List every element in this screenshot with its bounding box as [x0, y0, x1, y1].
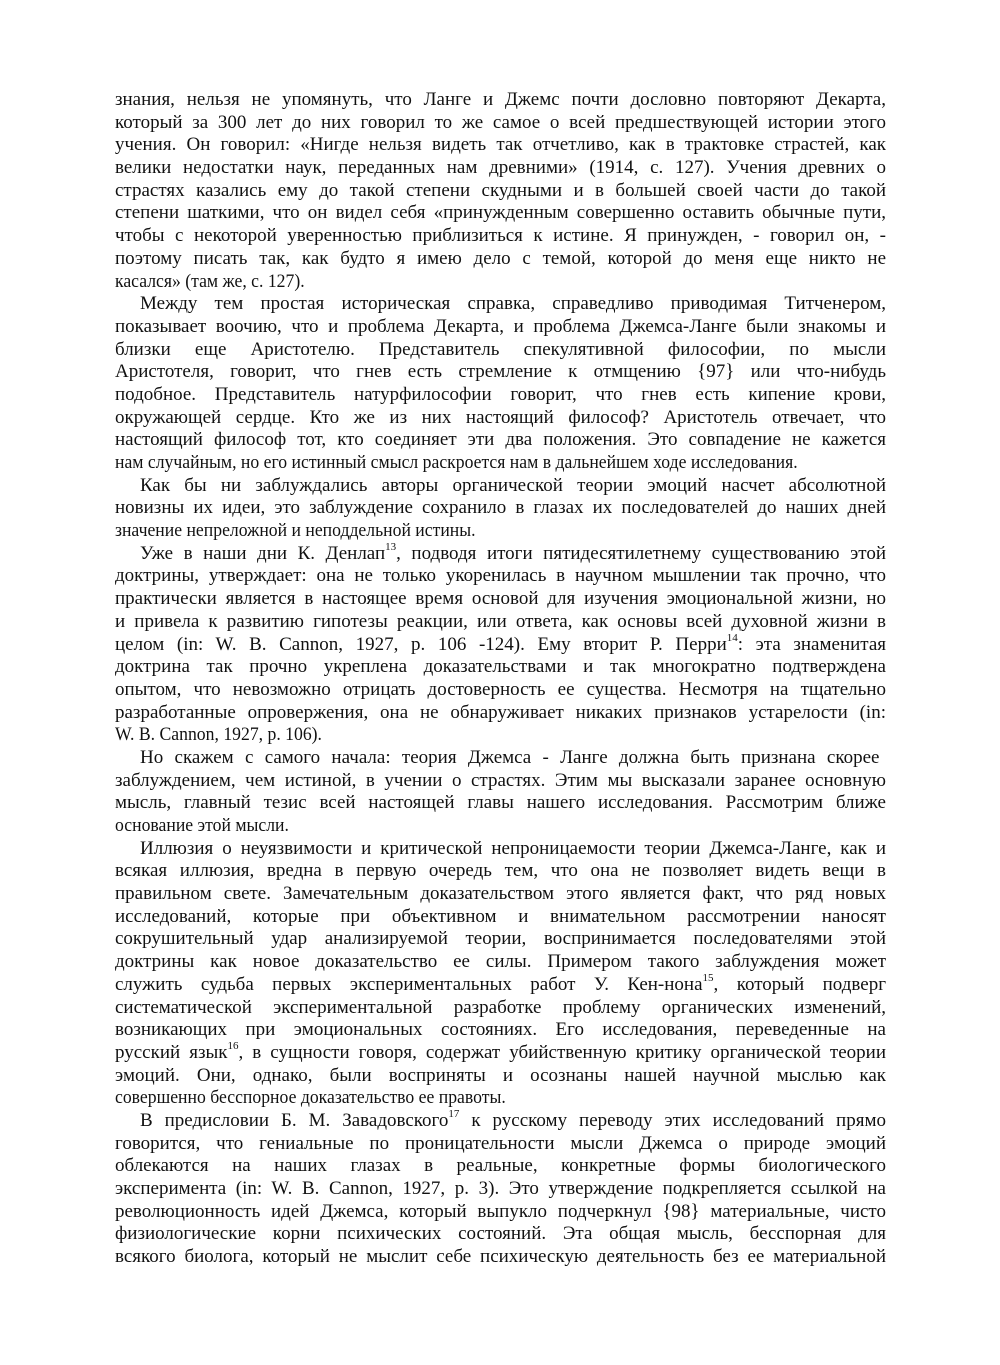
- paragraph: [115, 838, 886, 1110]
- line-content: [115, 202, 886, 225]
- text-segment: В предисловии Б. М. Завадовского: [140, 1109, 449, 1131]
- text-line: [115, 384, 886, 407]
- text-segment: заблуждением, чем истиной, в учении о страстях. Этим мы высказали заранее основную: [115, 769, 886, 791]
- line-content: [115, 702, 886, 725]
- text-line: [115, 361, 886, 384]
- text-segment: эксперимента (in: W. B. Cannon, 1927, p. 3). Это утверждение подкрепляется ссылкой на: [115, 1178, 886, 1199]
- text-line: [115, 883, 886, 906]
- text-line: [115, 339, 886, 362]
- text-line: [115, 702, 886, 725]
- text-segment: доктрины, утверждает: она не только укоренилась в научном мышлении так прочно, что: [115, 565, 886, 587]
- text-segment: основание этой мысли.: [115, 815, 289, 836]
- text-segment: разработанные опровержения, она не обнаруживает никаких признаков устарелости (in:: [115, 701, 886, 723]
- paragraph: [115, 475, 886, 543]
- line-content: [115, 497, 886, 520]
- line-content: [115, 316, 886, 339]
- text-segment: подобное. Представитель натурфилософии говорит, что гнев есть кипение крови,: [115, 383, 886, 405]
- line-content: [115, 1155, 886, 1178]
- text-line: [115, 860, 886, 883]
- text-line: [115, 792, 886, 815]
- paragraph: [115, 1107, 886, 1269]
- line-content: [140, 475, 886, 498]
- text-line: [115, 1087, 886, 1110]
- line-content: [140, 540, 887, 566]
- line-content: [115, 1019, 886, 1042]
- text-segment: окружающей сердце. Кто же из них настоящий философ? Аристотель отвечает, что: [115, 406, 886, 428]
- line-content: [115, 407, 886, 430]
- text-line: [115, 134, 886, 157]
- text-line: [115, 452, 886, 475]
- line-content: [115, 656, 886, 679]
- text-segment: возникающих при эмоциональных состояниях. Его исследования, переведенные на: [115, 1019, 886, 1041]
- text-segment: физиологические корни психических состояний. Эта общая мысль, бесспорная для: [115, 1223, 886, 1245]
- line-content: [115, 1087, 506, 1110]
- text-segment: Как бы ни заблуждались авторы органической теории эмоций насчет абсолютной: [140, 474, 886, 496]
- text-line: [115, 520, 886, 543]
- text-segment: велики недостатки наук, переданных нам древними» (1914, с. 127). Учения древних о: [115, 157, 886, 179]
- line-content: [140, 293, 886, 316]
- text-line: [115, 679, 886, 702]
- line-content: [115, 384, 886, 407]
- text-line: [115, 656, 886, 679]
- line-content: [115, 631, 886, 657]
- text-line: [115, 1223, 886, 1246]
- text-segment: доктрина так прочно укреплена доказательствами и так многократно подтверждена: [115, 656, 886, 678]
- text-line: [115, 971, 886, 997]
- line-content: [115, 248, 886, 271]
- text-segment: опытом, что невозможно отрицать достоверность ее существа. Несмотря на тщательно: [115, 678, 886, 700]
- text-line: [115, 747, 886, 770]
- line-content: [115, 770, 886, 793]
- text-line: [115, 1039, 886, 1065]
- text-line: [115, 951, 886, 974]
- text-line: [115, 1246, 886, 1269]
- text-line: [115, 180, 886, 203]
- text-segment: , который подверг: [713, 973, 886, 995]
- text-segment: показывает воочию, что и проблема Декарта, и проблема Джемса-Ланге были знакомы и: [115, 315, 886, 337]
- line-content: [115, 180, 886, 203]
- line-content: [115, 157, 886, 180]
- line-content: [115, 339, 886, 362]
- text-segment: , в сущности говоря, содержат убийственную критику органической теории: [238, 1041, 886, 1063]
- text-line: [115, 906, 886, 929]
- text-line: [115, 540, 887, 566]
- text-segment: и привела к развитию гипотезы реакции, или ответа, как основы всей духовной жизни в: [115, 610, 886, 632]
- text-line: [115, 89, 886, 112]
- line-content: [140, 838, 886, 861]
- text-segment: служить судьба первых экспериментальных работ У. Кен-нона: [115, 973, 703, 995]
- text-line: [115, 271, 886, 294]
- text-segment: русский язык: [115, 1041, 228, 1063]
- text-segment: страстях казались ему до такой степени скудными и в большей своей части до такой: [115, 179, 886, 201]
- footnote-ref: 14: [726, 631, 738, 644]
- text-segment: , подводя итоги пятидесятилетнему существованию этой: [396, 542, 887, 564]
- line-content: [115, 928, 886, 951]
- text-line: [115, 724, 886, 747]
- text-line: [115, 407, 886, 430]
- text-segment: знания, нельзя не упомянуть, что Ланге и Джемс почти дословно повторяют Декарта,: [115, 89, 886, 110]
- text-segment: революционность идей Джемса, который выпукло подчеркнул {98} материальные, чисто: [115, 1200, 886, 1222]
- text-line: [115, 1133, 886, 1156]
- paragraph: [115, 89, 886, 293]
- text-line: [115, 1155, 886, 1178]
- footnote-ref: 13: [385, 540, 397, 553]
- text-segment: касался» (там же, с. 127).: [115, 270, 305, 292]
- text-segment: целом (in: W. B. Cannon, 1927, p. 106 -124). Ему вторит Р. Перри: [115, 633, 727, 655]
- line-content: [115, 134, 886, 157]
- text-segment: новизны их идеи, это заблуждение сохранило в глазах их последователей до наших дней: [115, 497, 886, 519]
- footnote-ref: 15: [702, 971, 714, 984]
- line-content: [115, 1223, 886, 1246]
- text-segment: облекаются на наших глазах в реальные, конкретные формы биологического: [115, 1155, 886, 1177]
- text-segment: систематической экспериментальной разработке проблему органических изменений,: [115, 996, 886, 1018]
- line-content: [115, 1246, 886, 1269]
- line-content: [115, 225, 886, 248]
- text-line: [115, 112, 886, 135]
- line-content: [115, 361, 886, 384]
- line-content: [115, 1201, 886, 1224]
- text-segment: : эта знаменитая: [737, 633, 886, 655]
- line-content: [115, 724, 322, 747]
- line-content: [115, 1178, 886, 1201]
- line-content: [115, 815, 289, 838]
- footnote-ref: 16: [227, 1039, 239, 1052]
- text-line: [115, 565, 886, 588]
- text-segment: степени шаткими, что он видел себя «принужденным совершенно оставить обычные пути,: [115, 202, 886, 224]
- line-content: [115, 611, 886, 634]
- line-content: [115, 792, 886, 815]
- text-segment: W. B. Cannon, 1927, p. 106).: [115, 724, 322, 746]
- line-content: [140, 747, 879, 770]
- text-segment: Иллюзия о неуязвимости и критической непроницаемости теории Джемса-Ланге, как и: [140, 837, 886, 859]
- text-line: [115, 1065, 886, 1088]
- line-content: [115, 883, 886, 906]
- line-content: [115, 997, 886, 1020]
- text-segment: исследований, которые при объективном и внимательном рассмотрении наносят: [115, 905, 886, 927]
- text-line: [115, 1201, 886, 1224]
- line-content: [115, 520, 476, 543]
- line-content: [115, 588, 886, 611]
- text-segment: нам случайным, но его истинный смысл раскроется нам в дальнейшем ходе исследования.: [115, 452, 798, 473]
- text-line: [115, 611, 886, 634]
- line-content: [115, 452, 798, 475]
- footnote-ref: 17: [448, 1107, 460, 1120]
- text-line: [115, 248, 886, 271]
- text-segment: эмоций. Они, однако, были восприняты и осознаны нашей научной мыслью как: [115, 1064, 886, 1086]
- text-line: [115, 838, 886, 861]
- text-segment: поэтому писать так, как будто я имею дело с темой, которой до меня еще никто не: [115, 247, 886, 269]
- text-line: [115, 157, 886, 180]
- text-line: [115, 429, 886, 452]
- text-segment: Аристотеля, говорит, что гнев есть стремление к отмщению {97} или что-нибудь: [115, 361, 886, 383]
- text-segment: правильном свете. Замечательным доказательством этого является факт, что ряд новых: [115, 883, 886, 905]
- text-segment: доктрины как новое доказательство ее силы. Примером такого заблуждения может: [115, 951, 886, 973]
- text-segment: Между тем простая историческая справка, справедливо приводимая Титченером,: [140, 293, 886, 315]
- line-content: [115, 565, 886, 588]
- text-line: [115, 1107, 886, 1133]
- text-line: [115, 497, 886, 520]
- text-segment: чтобы с некоторой уверенностью приблизиться к истине. Я принужден, - говорил он, -: [115, 225, 886, 247]
- text-line: [115, 631, 886, 657]
- text-segment: значение непреложной и неподдельной истины.: [115, 520, 476, 542]
- text-segment: близки еще Аристотелю. Представитель спекулятивной философии, по мысли: [115, 338, 886, 360]
- text-segment: совершенно бесспорное доказательство ее правоты.: [115, 1087, 506, 1109]
- text-segment: Но скажем с самого начала: теория Джемса - Ланге должна быть признана скорее: [140, 746, 880, 768]
- line-content: [115, 906, 886, 929]
- text-segment: всякая иллюзия, вредна в первую очередь тем, что она не позволяет видеть вещи в: [115, 860, 886, 882]
- text-line: [115, 997, 886, 1020]
- paragraph: [115, 747, 886, 838]
- text-segment: настоящий философ тот, кто соединяет эти два положения. Это совпадение не кажется: [115, 429, 886, 451]
- text-segment: к русскому переводу этих исследований прямо: [459, 1109, 886, 1131]
- line-content: [115, 860, 886, 883]
- document-page: [115, 89, 886, 1269]
- paragraph: [115, 540, 887, 747]
- line-content: [115, 971, 886, 997]
- line-content: [115, 1065, 886, 1088]
- text-segment: сокрушительный удар анализируемой теории, воспринимается последователями этой: [115, 928, 886, 950]
- line-content: [115, 1039, 886, 1065]
- text-segment: который за 300 лет до них говорил то же самое о всей предшествующей истории этого: [115, 111, 886, 133]
- line-content: [115, 951, 886, 974]
- paragraph: [115, 293, 886, 475]
- text-line: [115, 815, 886, 838]
- text-segment: мысль, главный тезис всей настоящей главы нашего исследования. Рассмотрим ближе: [115, 792, 886, 814]
- line-content: [115, 679, 886, 702]
- text-segment: учения. Он говорил: «Нигде нельзя видеть так отчетливо, как в трактовке страстей, как: [115, 134, 886, 156]
- text-line: [115, 202, 886, 225]
- text-segment: говорится, что гениальные по проницательности мысли Джемса о природе эмоций: [115, 1132, 886, 1154]
- text-line: [115, 588, 886, 611]
- line-content: [115, 271, 305, 294]
- line-content: [115, 1133, 886, 1156]
- line-content: [140, 1107, 886, 1133]
- text-line: [115, 770, 886, 793]
- line-content: [115, 429, 886, 452]
- text-segment: Уже в наши дни К. Денлап: [140, 542, 386, 564]
- text-segment: практически является в настоящее время основой для изучения эмоциональной жизни, но: [115, 588, 886, 610]
- text-line: [115, 475, 886, 498]
- text-line: [115, 1019, 886, 1042]
- text-line: [115, 293, 886, 316]
- text-line: [115, 225, 886, 248]
- text-line: [115, 316, 886, 339]
- text-line: [115, 1178, 886, 1201]
- line-content: [115, 112, 886, 135]
- line-content: [115, 89, 886, 112]
- text-line: [115, 928, 886, 951]
- text-segment: всякого биолога, который не мыслит себе психическую деятельность без ее материальной: [115, 1246, 886, 1268]
